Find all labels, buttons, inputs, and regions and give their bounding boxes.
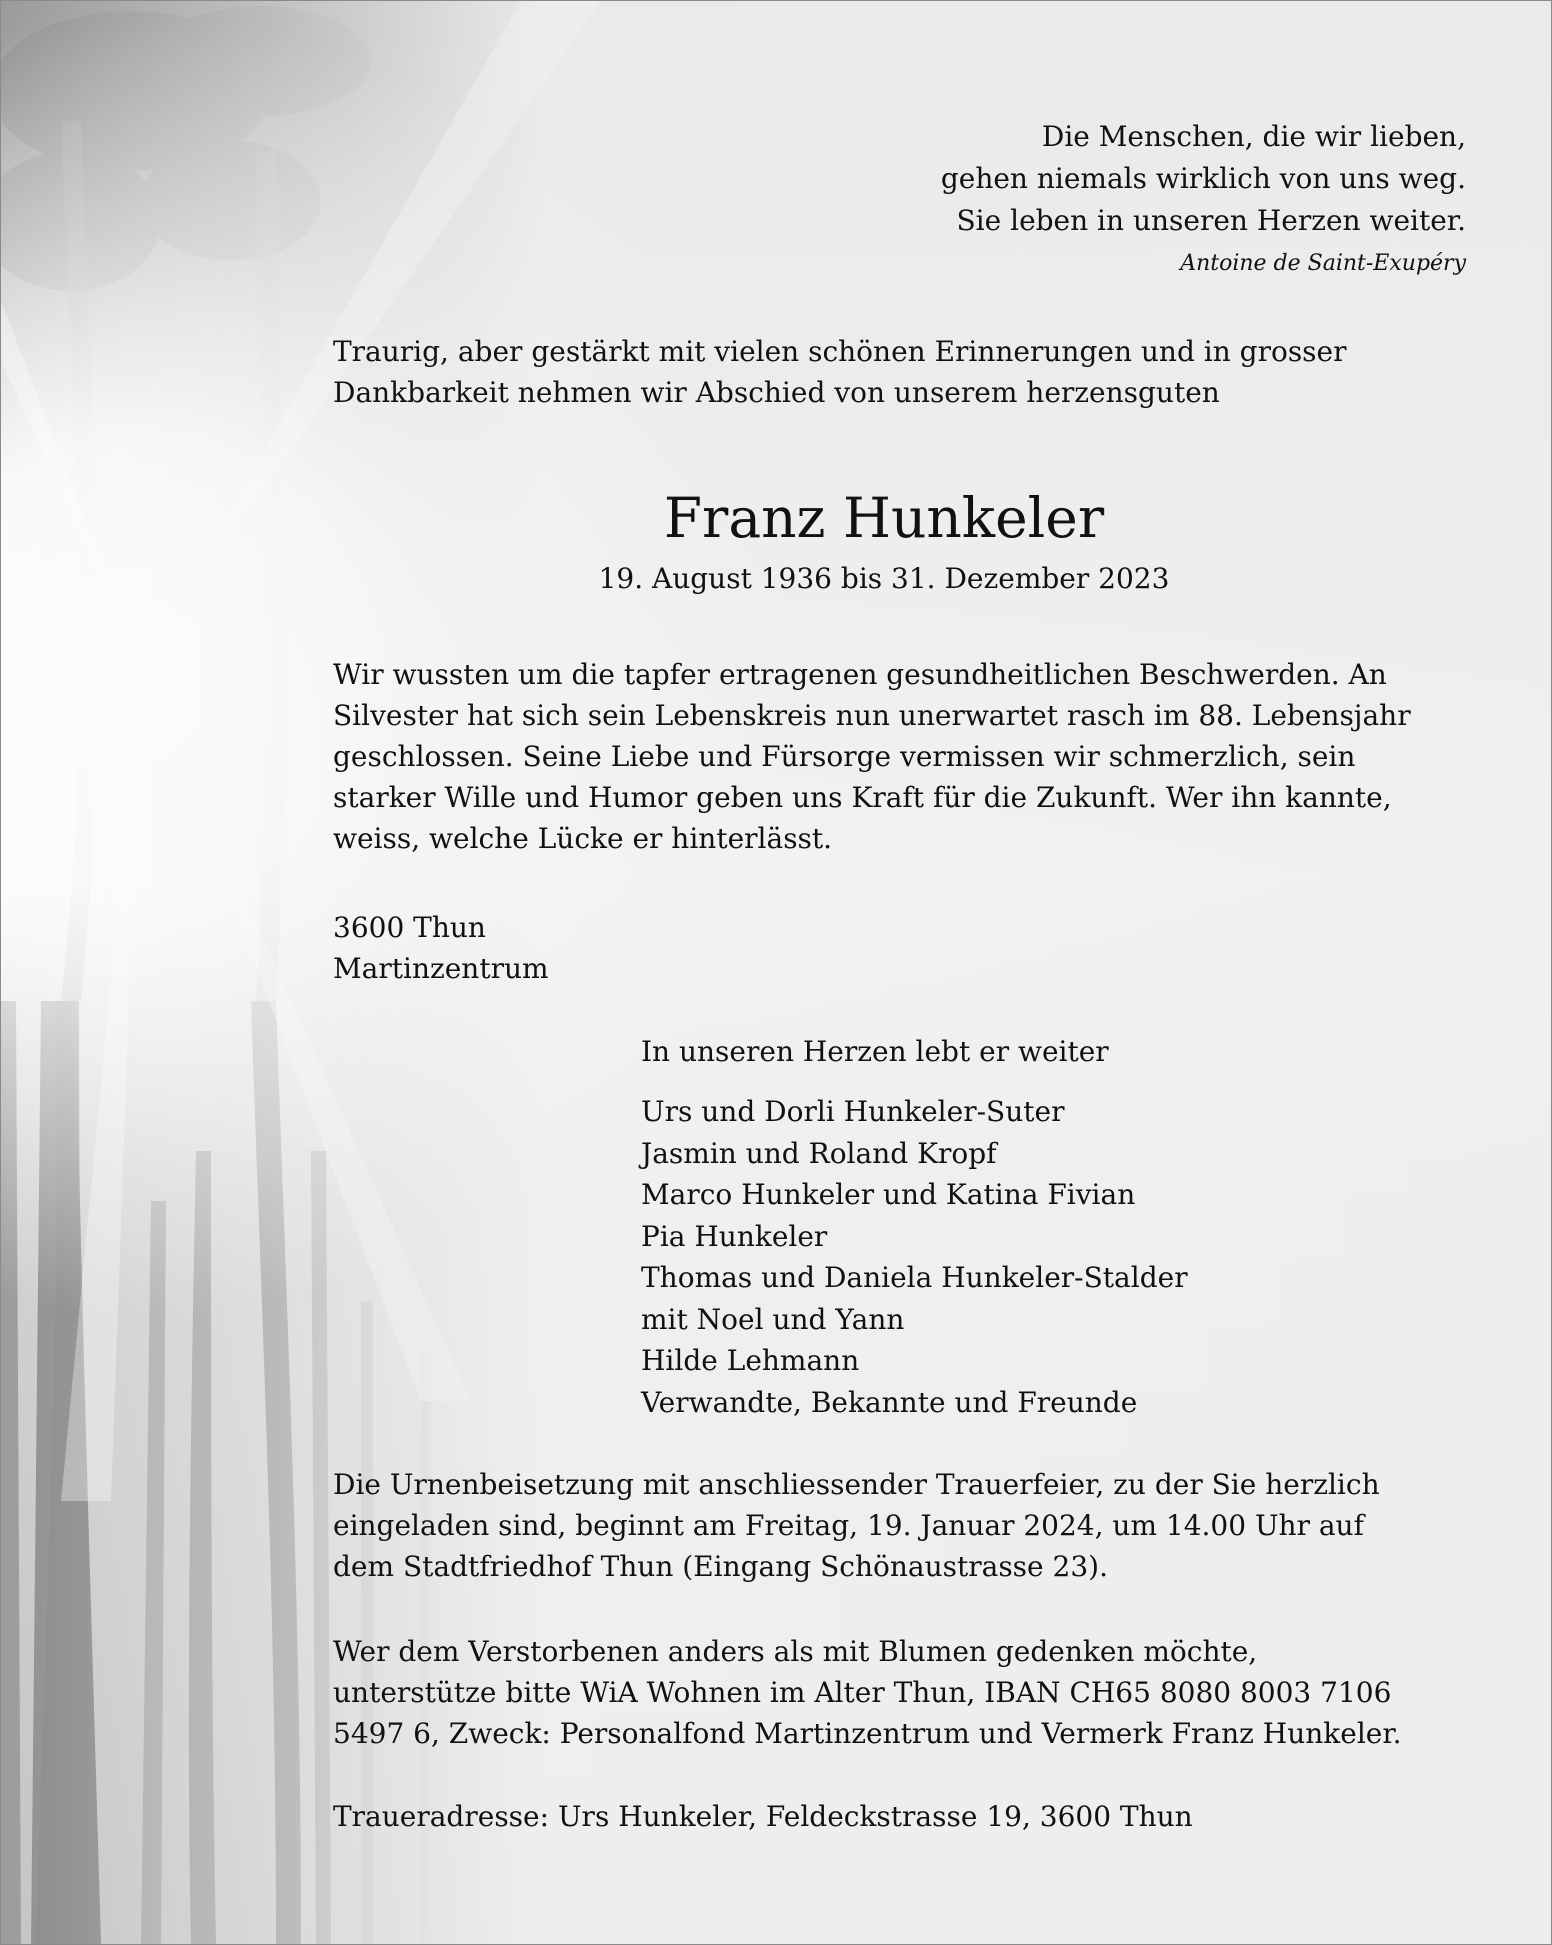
mourners-list bbox=[641, 1091, 1188, 1423]
quote-author: Antoine de Saint-Exupéry bbox=[1180, 251, 1466, 276]
mourner-name: Verwandte, Bekannte und Freunde bbox=[641, 1385, 1138, 1419]
mourners-heading: In unseren Herzen lebt er weiter bbox=[641, 1035, 1109, 1068]
mourner-name: Jasmin und Roland Kropf bbox=[641, 1136, 997, 1170]
intro-line: Dankbarkeit nehmen wir Abschied von unserem herzensguten bbox=[333, 376, 1220, 409]
place-line: Martinzentrum bbox=[333, 952, 549, 985]
mourner-name: Hilde Lehmann bbox=[641, 1344, 860, 1377]
tribute-line: Silvester hat sich sein Lebenskreis nun unerwartet rasch im 88. Lebensjahr bbox=[333, 699, 1411, 732]
place-line: 3600 Thun bbox=[333, 911, 486, 944]
donation-line: 5497 6, Zweck: Personalfond Martinzentrum und Vermerk Franz Hunkeler. bbox=[333, 1717, 1402, 1750]
quote-block bbox=[941, 116, 1466, 282]
mourner-name: Urs und Dorli Hunkeler-Suter bbox=[641, 1095, 1065, 1128]
quote-line: Sie leben in unseren Herzen weiter. bbox=[956, 204, 1466, 237]
quote-line: Die Menschen, die wir lieben, bbox=[1041, 120, 1466, 153]
ceremony-paragraph bbox=[333, 1464, 1380, 1587]
ceremony-line: eingeladen sind, beginnt am Freitag, 19. Januar 2024, um 14.00 Uhr auf bbox=[333, 1509, 1364, 1542]
donation-paragraph bbox=[333, 1631, 1402, 1754]
intro-paragraph bbox=[333, 331, 1347, 413]
quote-line: gehen niemals wirklich von uns weg. bbox=[940, 162, 1466, 195]
mourner-name: Thomas und Daniela Hunkeler-Stalder bbox=[641, 1261, 1188, 1294]
donation-line: Wer dem Verstorbenen anders als mit Blumen gedenken möchte, bbox=[333, 1635, 1258, 1668]
tribute-line: geschlossen. Seine Liebe und Fürsorge vermissen wir schmerzlich, sein bbox=[333, 740, 1356, 773]
mourner-name: mit Noel und Yann bbox=[641, 1302, 905, 1336]
mourner-name: Pia Hunkeler bbox=[641, 1219, 828, 1253]
tribute-line: weiss, welche Lücke er hinterlässt. bbox=[333, 822, 833, 855]
ceremony-line: dem Stadtfriedhof Thun (Eingang Schönaustrasse 23). bbox=[333, 1550, 1108, 1583]
intro-line: Traurig, aber gestärkt mit vielen schönen Erinnerungen und in grosser bbox=[333, 335, 1347, 368]
tribute-line: Wir wussten um die tapfer ertragenen gesundheitlichen Beschwerden. An bbox=[333, 658, 1387, 691]
mourner-name: Marco Hunkeler und Katina Fivian bbox=[641, 1178, 1136, 1211]
tribute-paragraph bbox=[333, 654, 1411, 859]
ceremony-line: Die Urnenbeisetzung mit anschliessender Trauerfeier, zu der Sie herzlich bbox=[333, 1468, 1380, 1501]
deceased-name: Franz Hunkeler bbox=[663, 486, 1105, 550]
place-block bbox=[333, 907, 549, 989]
mourning-address: Traueradresse: Urs Hunkeler, Feldeckstrasse 19, 3600 Thun bbox=[333, 1800, 1193, 1833]
donation-line: unterstütze bitte WiA Wohnen im Alter Thun, IBAN CH65 8080 8003 7106 bbox=[333, 1676, 1392, 1709]
tribute-line: starker Wille und Humor geben uns Kraft für die Zukunft. Wer ihn kannte, bbox=[333, 781, 1392, 814]
life-dates: 19. August 1936 bis 31. Dezember 2023 bbox=[598, 562, 1170, 595]
